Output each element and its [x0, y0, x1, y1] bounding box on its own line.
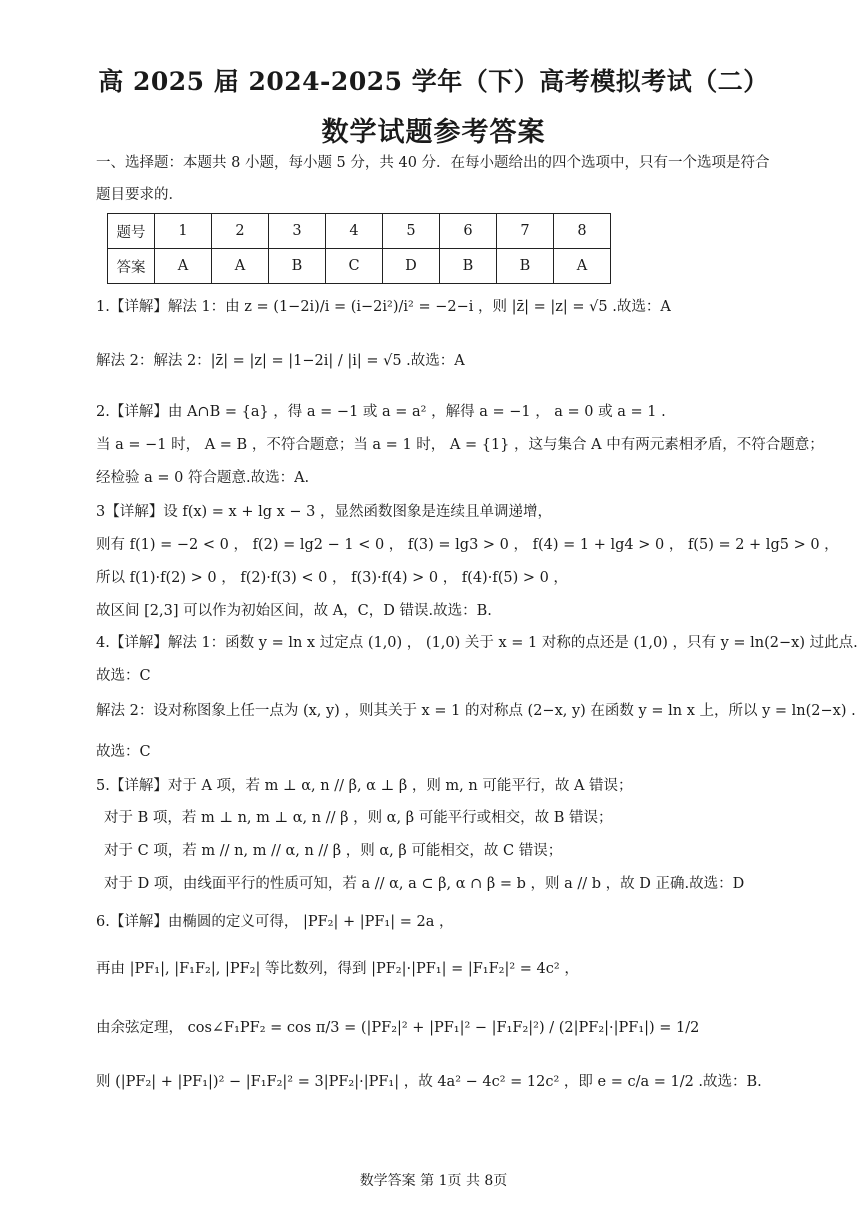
table-cell: B [497, 249, 554, 284]
solution-line: 2.【详解】由 A∩B = {a} ，得 a = −1 或 a = a² ，解得 a = −1 ， a = 0 或 a = 1 . [96, 404, 666, 420]
table-header-cell: 题号 [108, 214, 155, 249]
table-cell: B [440, 249, 497, 284]
section-heading: 一、选择题：本题共 8 小题，每小题 5 分，共 40 分．在每小题给出的四个选项中，只有一个选项是符合 [96, 155, 770, 171]
page-footer: 数学答案 第 1页 共 8页 [359, 1173, 508, 1189]
solution-line: 5.【详解】对于 A 项，若 m ⊥ α, n // β, α ⊥ β ，则 m, n 可能平行，故 A 错误； [96, 778, 633, 794]
table-header-cell: 答案 [108, 249, 155, 284]
solution-line: 1.【详解】解法 1：由 z = (1−2i)/i = (i−2i²)/i² = −2−i ，则 |z̄| = |z| = √5 .故选：A [96, 299, 671, 315]
solution-line: 解法 2：设对称图象上任一点为 (x, y) ，则其关于 x = 1 的对称点 (2−x, y) 在函数 y = ln x 上，所以 y = ln(2−x) . [96, 703, 856, 719]
table-row [108, 249, 611, 284]
solution-line: 由余弦定理， cos∠F₁PF₂ = cos π/3 = (|PF₂|² + |PF₁|² − |F₁F₂|²) / (2|PF₂|·|PF₁|) = 1/2 [96, 1020, 700, 1036]
table-cell: D [383, 249, 440, 284]
section-heading-cont: 题目要求的． [96, 187, 183, 203]
solution-line: 当 a = −1 时， A = B ，不符合题意；当 a = 1 时， A = {1} ，这与集合 A 中有两元素相矛盾，不符合题意； [96, 437, 824, 453]
table-cell: A [212, 249, 269, 284]
table-cell: 4 [326, 214, 383, 249]
table-cell: 3 [269, 214, 326, 249]
table-cell: C [326, 249, 383, 284]
solution-line: 故选：C [96, 668, 151, 684]
table-cell: 1 [155, 214, 212, 249]
solution-line: 对于 D 项，由线面平行的性质可知，若 a // α, a ⊂ β, α ∩ β = b ，则 a // b ，故 D 正确.故选：D [104, 876, 745, 892]
table-cell: 6 [440, 214, 497, 249]
answer-table [107, 213, 611, 284]
solution-line: 3【详解】设 f(x) = x + lg x − 3 ，显然函数图象是连续且单调递增， [96, 504, 553, 520]
table-row [108, 214, 611, 249]
table-cell: A [155, 249, 212, 284]
solution-line: 4.【详解】解法 1：函数 y = ln x 过定点 (1,0) ， (1,0) 关于 x = 1 对称的点还是 (1,0) ，只有 y = ln(2−x) 过此点. [96, 635, 858, 651]
table-cell: 2 [212, 214, 269, 249]
solution-line: 对于 C 项，若 m // n, m // α, n // β ，则 α, β 可能相交，故 C 错误； [104, 843, 563, 859]
table-cell: 8 [554, 214, 611, 249]
table-cell: B [269, 249, 326, 284]
solution-line: 对于 B 项，若 m ⊥ n, m ⊥ α, n // β ，则 α, β 可能平行或相交，故 B 错误； [104, 810, 613, 826]
solution-line: 故选：C [96, 744, 151, 760]
solution-line: 解法 2：解法 2：|z̄| = |z| = |1−2i| / |i| = √5 .故选：A [96, 353, 465, 369]
table-cell: A [554, 249, 611, 284]
solution-line: 则有 f(1) = −2 < 0 ， f(2) = lg2 − 1 < 0 ， f(3) = lg3 > 0 ， f(4) = 1 + lg4 > 0 ， f(5) = 2 + lg5 > 0 ， [96, 537, 839, 553]
page-title: 高 2025 届 2024-2025 学年（下）高考模拟考试（二） [98, 67, 769, 96]
solution-line: 故区间 [2,3] 可以作为初始区间，故 A，C，D 错误.故选：B. [96, 603, 492, 619]
solution-line: 再由 |PF₁|, |F₁F₂|, |PF₂| 等比数列，得到 |PF₂|·|PF₁| = |F₁F₂|² = 4c² ， [96, 961, 579, 977]
solution-line: 6.【详解】由椭圆的定义可得， |PF₂| + |PF₁| = 2a ， [96, 914, 454, 930]
solution-line: 经检验 a = 0 符合题意.故选：A. [96, 470, 310, 486]
solution-line: 则 (|PF₂| + |PF₁|)² − |F₁F₂|² = 3|PF₂|·|PF₁| ，故 4a² − 4c² = 12c² ，即 e = c/a = 1/2 .故选：B. [96, 1074, 762, 1090]
table-cell: 5 [383, 214, 440, 249]
table-cell: 7 [497, 214, 554, 249]
page-subtitle: 数学试题参考答案 [321, 117, 546, 148]
solution-line: 所以 f(1)·f(2) > 0 ， f(2)·f(3) < 0 ， f(3)·f(4) > 0 ， f(4)·f(5) > 0 ， [96, 570, 568, 586]
